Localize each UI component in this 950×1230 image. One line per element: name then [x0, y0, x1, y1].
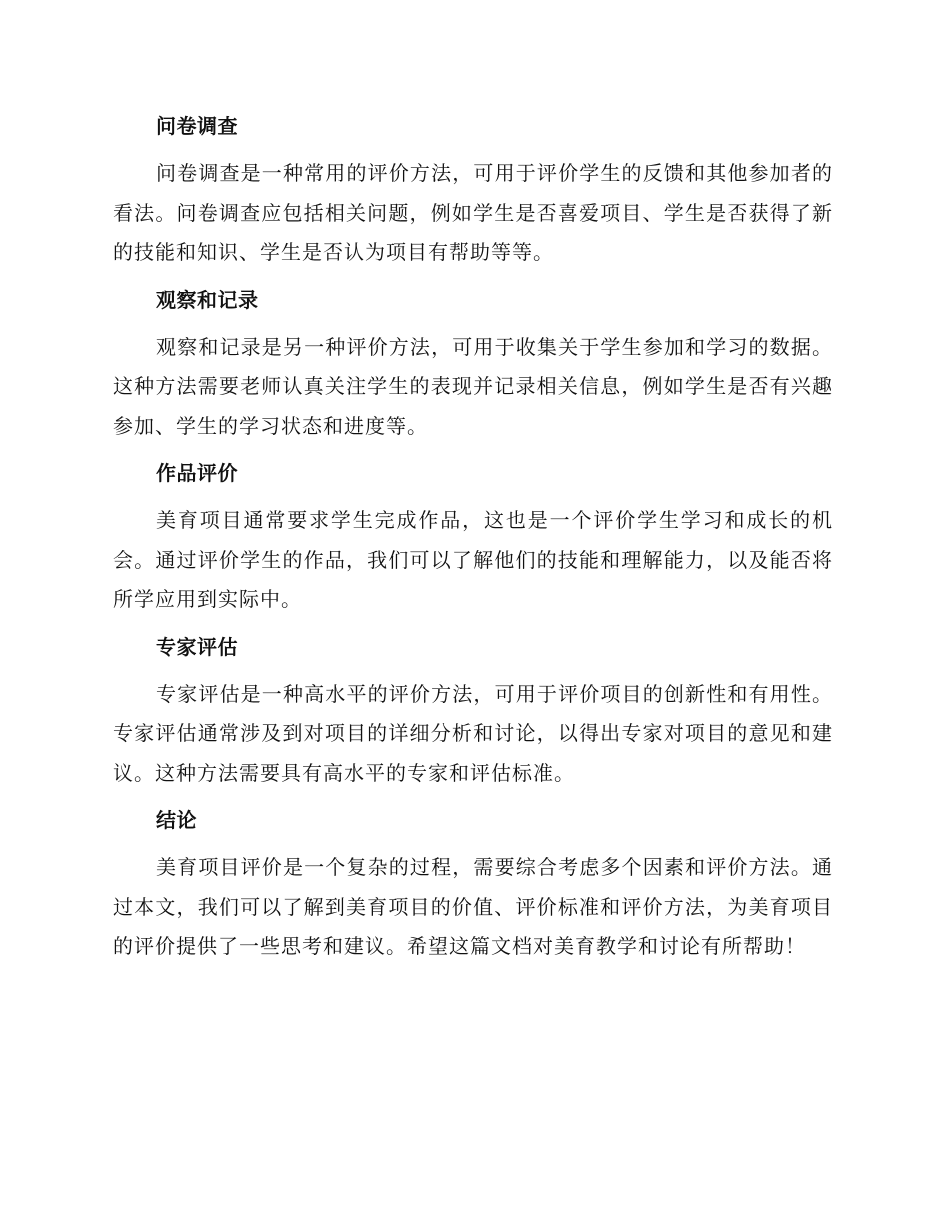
- section-conclusion: [113, 802, 833, 967]
- section-heading: 结论: [156, 808, 197, 832]
- section-paragraph: 专家评估是一种高水平的评价方法，可用于评价项目的创新性和有用性。专家评估通常涉及到对项目的详细分析和讨论，以得出专家对项目的意见和建议。这种方法需要具有高水平的专家和评估标准。: [113, 681, 833, 785]
- section-paragraph: 观察和记录是另一种评价方法，可用于收集关于学生参加和学习的数据。这种方法需要老师认真关注学生的表现并记录相关信息，例如学生是否有兴趣参加、学生的学习状态和进度等。: [113, 334, 833, 438]
- section-expert-assessment: [113, 629, 833, 794]
- document-page: [113, 108, 833, 976]
- section-paragraph: 美育项目评价是一个复杂的过程，需要综合考虑多个因素和评价方法。通过本文，我们可以了解到美育项目的价值、评价标准和评价方法，为美育项目的评价提供了一些思考和建议。希望这篇文档对美育教学和讨论有所帮助！: [113, 855, 833, 958]
- section-heading: 观察和记录: [156, 287, 259, 312]
- section-paragraph: 问卷调查是一种常用的评价方法，可用于评价学生的反馈和其他参加者的看法。问卷调查应包括相关问题，例如学生是否喜爱项目、学生是否获得了新的技能和知识、学生是否认为项目有帮助等等。: [113, 161, 833, 264]
- section-questionnaire: [113, 108, 833, 273]
- section-heading: 专家评估: [156, 634, 238, 659]
- section-observation: [113, 282, 833, 447]
- section-heading: 问卷调查: [156, 114, 238, 138]
- section-heading: 作品评价: [156, 461, 238, 485]
- section-paragraph: 美育项目通常要求学生完成作品，这也是一个评价学生学习和成长的机会。通过评价学生的作品，我们可以了解他们的技能和理解能力，以及能否将所学应用到实际中。: [113, 508, 833, 611]
- section-work-evaluation: [113, 455, 833, 620]
